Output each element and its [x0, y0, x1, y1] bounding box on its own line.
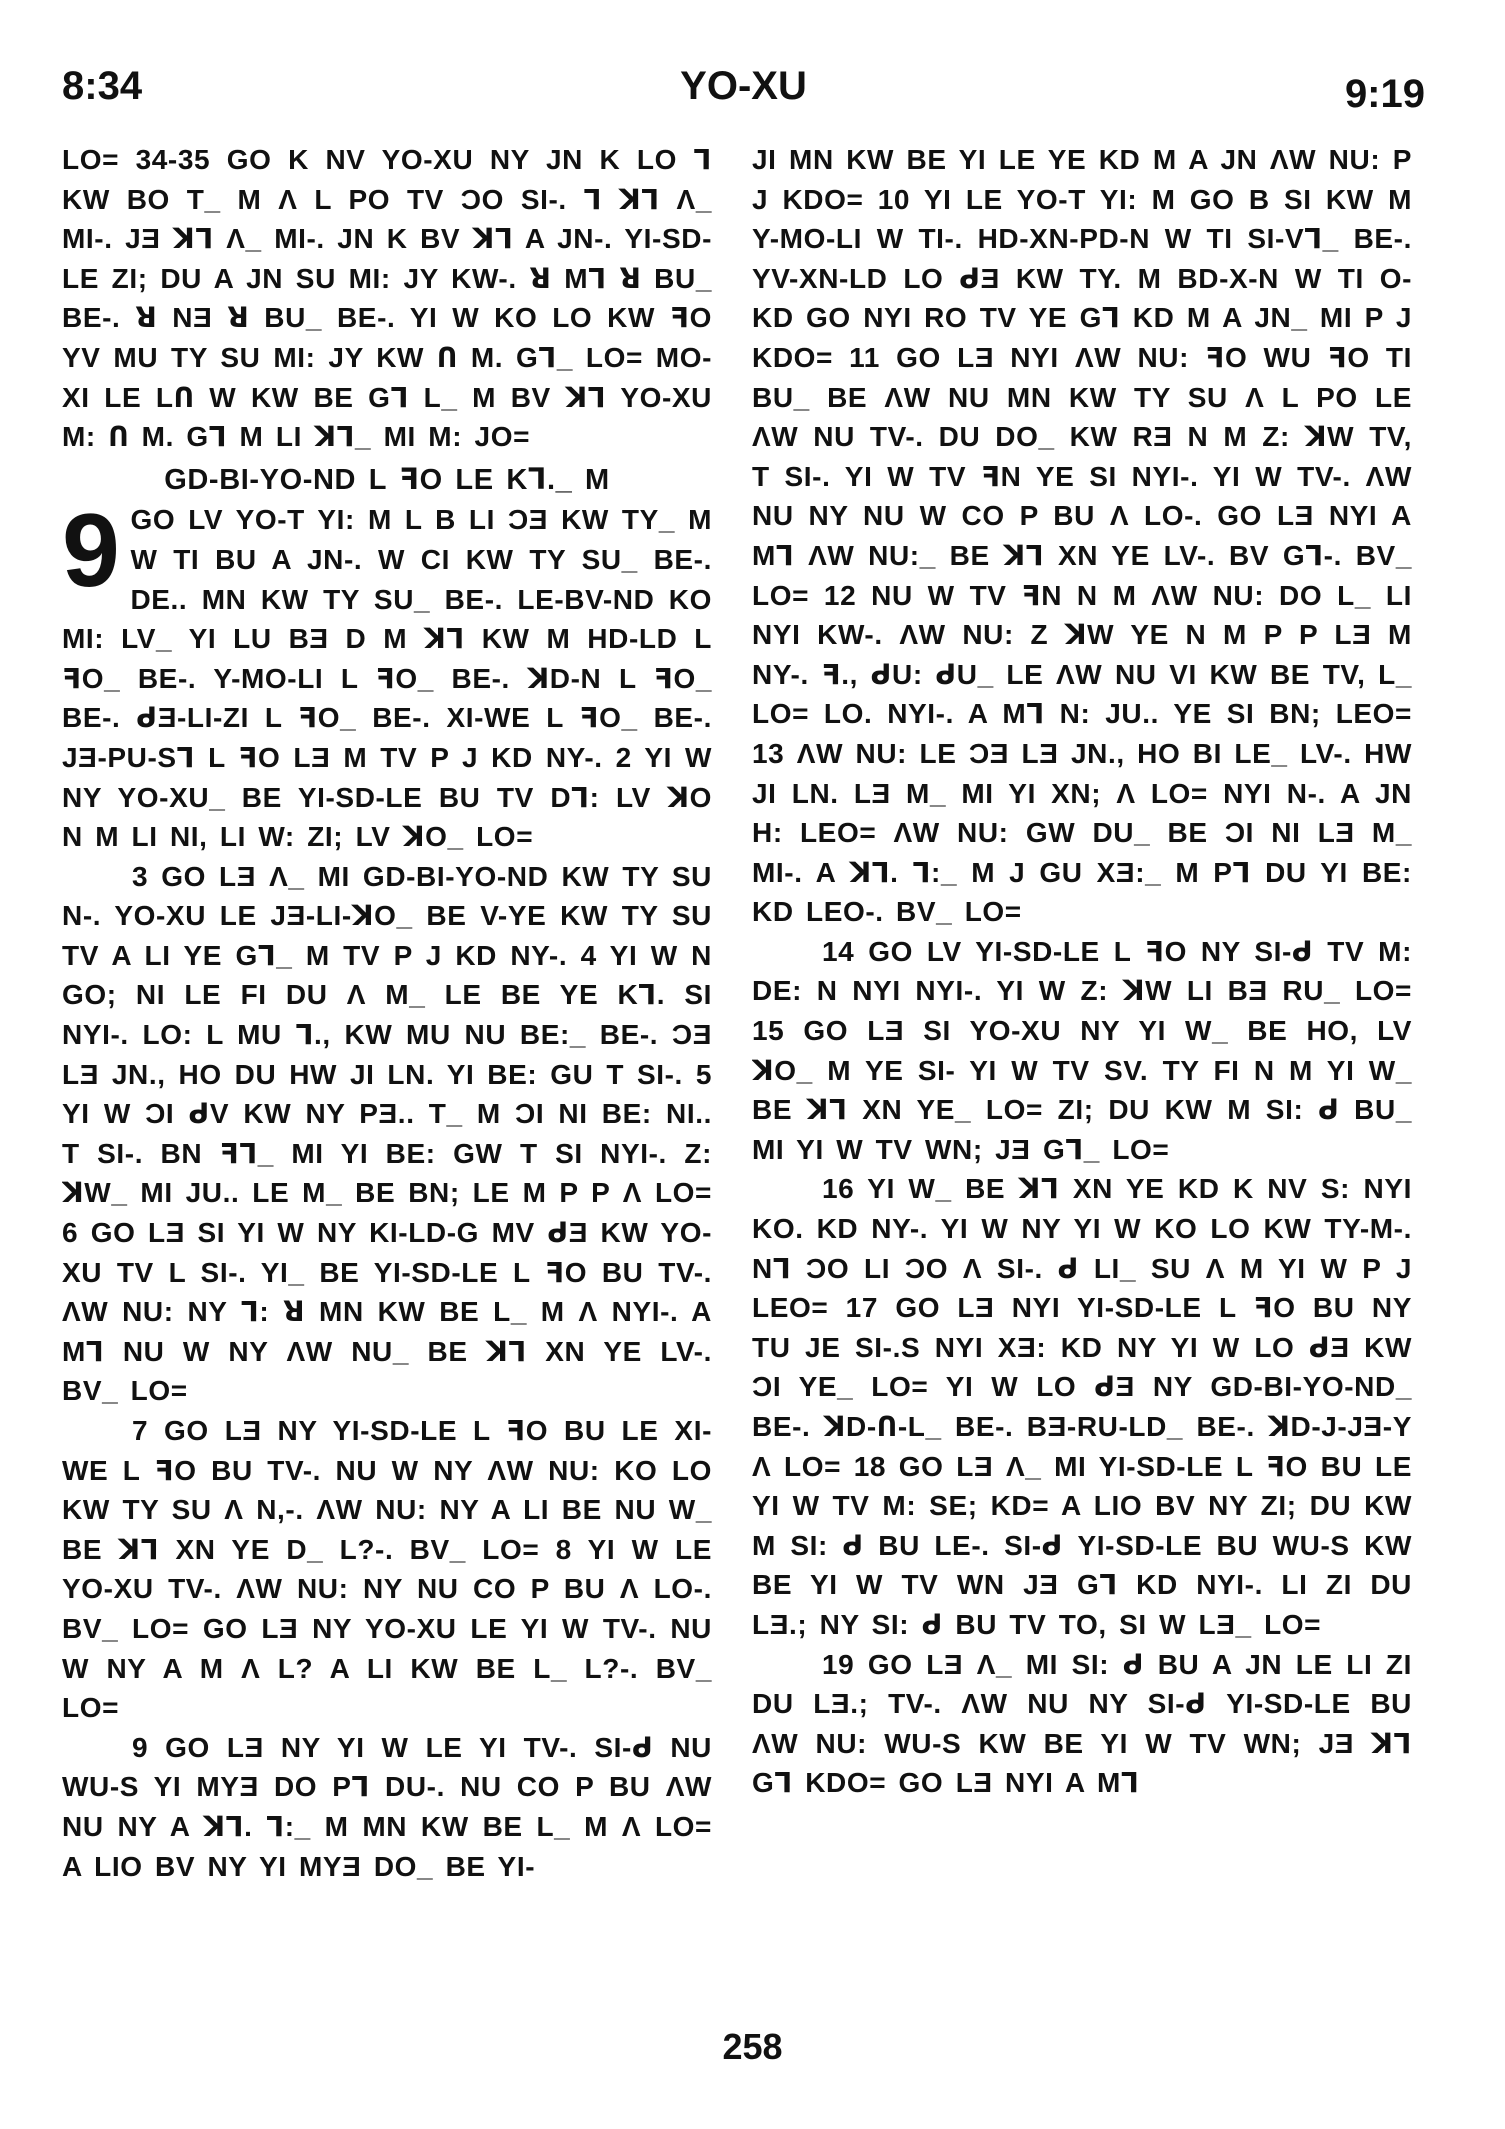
header-start-reference: 8:34 [62, 64, 143, 108]
chapter-number: 9 [62, 493, 121, 610]
page-number: 258 [722, 2026, 783, 2067]
paragraph: 14 GO LV YI-SD-LE L ꟻO NY SI-ᑯ TV M: DE: N NYI NYI-. YI W Z: ꓘW LI BƎ RU_ LO= 15 GO LƎ SI YO-XU NY YI W_ BE HO, LV ꓘO_ M YE SI- YI W TV SV. TY FI N M YI W_ BE ꓘꞀ XN YE_ LO= ZI; DU KW M SI: ᑯ BU_ MI YI W TV WN; JƎ GꞀ_ LO= [752, 935, 1412, 1165]
paragraph: JI MN KW BE YI LE YE KD M A JN ΛW NU: P J KDO= 10 YI LE YO-T YI: M GO B SI KW M Y-MO-LI W TI-. HD-XN-PD-N W TI SI-VꞀ_ BE-. YV-XN-LD LO ᑯƎ KW TY. M BD-X-N W TI O-KD GO NYI RO TV YE GꞀ KD M A JN_ MI P J KDO= 11 GO LƎ NYI ΛW NU: ꟻO WU ꟻO TI BU_ BE ΛW NU MN KW TY SU Λ L PO LE ΛW NU TV-. DU DO_ KW RƎ N M Z: ꓘW TV, T SI-. YI W TV ꟻN YE SI NYI-. YI W TV-. ΛW NU NY NU W CO P BU Λ LO-. GO LƎ NYI A MꞀ ΛW NU:_ BE ꓘꞀ XN YE LV-. BV GꞀ-. BV_ LO= 12 NU W TV ꟻN N M ΛW NU: DO L_ LI NYI KW-. ΛW NU: Z ꓘW YE N M P P LƎ M NY-. ꟻ., ᑯU: ᑯU_ LE ΛW NU VI KW BE TV, L_ LO= LO. NYI-. A MꞀ N: JU.. YE SI BN; LEO= 13 ΛW NU: LE ƆƎ LƎ JN., HO BI LE_ LV-. HW JI LN. LƎ M_ MI YI XN; Λ LO= NYI N-. A JN H: LEO= ΛW NU: GW DU_ BE ƆI NI LƎ M_ MI-. A ꓘꞀ. Ꞁ:_ M J GU XƎ:_ M PꞀ DU YI BE: KD LEO-. BV_ LO= [752, 144, 1412, 928]
paragraph: 19 GO LƎ Λ_ MI SI: ᑯ BU A JN LE LI ZI DU LƎ.; TV-. ΛW NU NY SI-ᑯ YI-SD-LE BU ΛW NU: WU-S KW BE YI W TV WN; JƎ ꓘꞀ GꞀ KDO= GO LƎ NYI A MꞀ [752, 1648, 1412, 1799]
header-end-reference: 9:19 [1344, 72, 1425, 116]
paragraph: 7 GO LƎ NY YI-SD-LE L ꟻO BU LE XI-WE L ꟻO BU TV-. NU W NY ΛW NU: KO LO KW TY SU Λ N,-. ΛW NU: NY A LI BE NU W_ BE ꓘꞀ XN YE D_ L?-. BV_ LO= 8 YI W LE YO-XU TV-. ΛW NU: NY NU CO P BU Λ LO-. BV_ LO= GO LƎ NY YO-XU LE YI W TV-. NU W NY A M Λ L? A LI KW BE L_ L?-. BV_ LO= [62, 1415, 712, 1724]
paragraph: LO= 34-35 GO K NV YO-XU NY JN K LO Ꞁ KW BO T_ M Λ L PO TV ƆO SI-. Ꞁ ꓘꞀ Λ_ MI-. JƎ ꓘꞀ Λ_ MI-. JN K BV ꓘꞀ A JN-. YI-SD-LE ZI; DU A JN SU MI: JY KW-. ꓤ MꞀ ꓤ BU_ BE-. ꓤ NƎ ꓤ BU_ BE-. YI W KO LO KW ꟻO YV MU TY SU MI: JY KW Ո M. GꞀ_ LO= MO-XI LE LՈ W KW BE GꞀ L_ M BV ꓘꞀ YO-XU M: Ո M. GꞀ M LI ꓘꞀ_ MI M: JO= [62, 144, 712, 453]
paragraph-text: GO LV YO-T YI: M L B LI ƆƎ KW TY_ M W TI BU A JN-. W CI KW TY SU_ BE-. DE.. MN KW TY SU_ BE-. LE-BV-ND KO MI: LV_ YI LU BƎ D M ꓘꞀ KW M HD-LD L ꟻO_ BE-. Y-MO-LI L ꟻO_ BE-. ꓘD-N L ꟻO_ BE-. ᑯƎ-LI-ZI L ꟻO_ BE-. XI-WE L ꟻO_ BE-. JƎ-PU-SꞀ L ꟻO LƎ M TV P J KD NY-. 2 YI W NY YO-XU_ BE YI-SD-LE BU TV DꞀ: LV ꓘO N M LI NI, LI W: ZI; LV ꓘO_ LO= [62, 504, 712, 853]
paragraph: 16 YI W_ BE ꓘꞀ XN YE KD K NV S: NYI KO. KD NY-. YI W NY YI W KO LO KW TY-M-. NꞀ ƆO LI ƆO Λ SI-. ᑯ LI_ SU Λ M YI W P J LEO= 17 GO LƎ NYI YI-SD-LE L ꟻO BU NY TU JE SI-.S NYI XƎ: KD NY YI W LO ᑯƎ KW ƆI YE_ LO= YI W LO ᑯƎ NY GD-BI-YO-ND_ BE-. ꓘD-Ո-L_ BE-. BƎ-RU-LD_ BE-. ꓘD-J-JƎ-Y Λ LO= 18 GO LƎ Λ_ MI YI-SD-LE L ꟻO BU LE YI W TV M: SE; KD= A LIO BV NY ZI; DU KW M SI: ᑯ BU LE-. SI-ᑯ YI-SD-LE BU WU-S KW BE YI W TV WN JƎ GꞀ KD NYI-. LI ZI DU LƎ.; NY SI: ᑯ BU TV TO, SI W LƎ_ LO= [752, 1173, 1412, 1640]
book-title: YO-XU [680, 64, 807, 108]
right-column [752, 140, 1412, 2010]
left-column [62, 140, 712, 2010]
paragraph: 9 GO LƎ NY YI W LE YI TV-. SI-ᑯ NU WU-S YI MYƎ DO PꞀ DU-. NU CO P BU ΛW NU NY A ꓘꞀ. Ꞁ:_ M MN KW BE L_ M Λ LO= A LIO BV NY YI MYƎ DO_ BE YI- [62, 1731, 712, 1882]
paragraph: 3 GO LƎ Λ_ MI GD-BI-YO-ND KW TY SU N-. YO-XU LE JƎ-LI-ꓘO_ BE V-YE KW TY SU TV A LI YE GꞀ_ M TV P J KD NY-. 4 YI W N GO; NI LE FI DU Λ M_ LE BE YE KꞀ. SI NYI-. LO: L MU Ꞁ., KW MU NU BE:_ BE-. ƆƎ LƎ JN., HO DU HW JI LN. YI BE: GU T SI-. 5 YI W ƆI ᑯV KW NY PƎ.. T_ M ƆI NI BE: NI.. T SI-. BN ꟻꞀ_ MI YI BE: GW T SI NYI-. Z: ꓘW_ MI JU.. LE M_ BE BN; LE M P P Λ LO= 6 GO LƎ SI YI W NY KI-LD-G MV ᑯƎ KW YO-XU TV L SI-. YI_ BE YI-SD-LE L ꟻO BU TV-. ΛW NU: NY Ꞁ: ꓤ MN KW BE L_ M Λ NYI-. A MꞀ NU W NY ΛW NU_ BE ꓘꞀ XN YE LV-. BV_ LO= [62, 860, 712, 1407]
section-heading: GD-BI-YO-ND L ꟻO LE KꞀ._ M [164, 463, 610, 496]
page-header [62, 62, 1425, 122]
chapter-paragraph [62, 493, 712, 856]
